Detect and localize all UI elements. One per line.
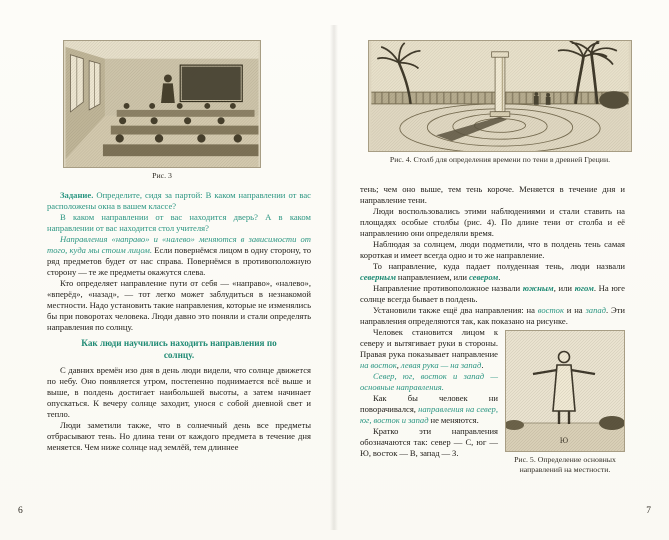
classroom-engraving [64, 41, 260, 167]
figure3-classroom-illustration [63, 40, 261, 168]
south-e: . На юге солнце всегда бывает в полдень. [360, 283, 625, 304]
task-label: Задание. [60, 190, 94, 200]
paragraph-north [360, 261, 625, 283]
figure4-caption: Рис. 4. Столб для определения времени по тени в древней Греции. [389, 155, 611, 164]
eastwest-a: Установили также ещё два направления: на [373, 305, 538, 315]
paragraph-directions [47, 234, 311, 278]
east-term: восток [537, 305, 564, 315]
task-paragraph-1 [47, 190, 311, 212]
south-a: Направление противоположное назвали [373, 283, 523, 293]
figure3-caption: Рис. 3 [152, 171, 172, 180]
figure5-person-directions [505, 330, 625, 474]
figure5-person-illustration [505, 330, 625, 452]
north-term-2: севером [468, 272, 499, 282]
north-e: . [498, 272, 501, 282]
south-term: южным [522, 283, 554, 293]
figure4-greek-column [368, 40, 632, 165]
facing-e: . [481, 360, 484, 370]
unchanged-c: не меняются. [428, 415, 479, 425]
paragraph-getting-lost: Кто определяет направление пути от себя — «направо», «налево», «вперёд», «назад», — тот легко может заблудиться в незнакомой местности. Надо установить такие направления, которые не изменялись бы при поворотах человека. Люди давно это поняли и стали определять направления по солнцу. [47, 278, 311, 332]
south-term-2: югом [574, 283, 594, 293]
right-page-text-column [360, 184, 625, 476]
paragraph-special-columns: Люди воспользовались этими наблюдениями и стали ставить на площадях особые столбы (рис. 4). По длине тени от столба и её направлению они определяли время. [360, 206, 625, 238]
page-number-left: 6 [18, 506, 23, 516]
paragraph-directions-lead: Направления «направо» и «налево» меняются в зависимости от того, куда мы стоим лицом. [47, 234, 311, 255]
north-term: северным [360, 272, 396, 282]
figure4-column-illustration [368, 40, 632, 152]
paragraph-directions-rest: Если повернёмся лицом в одну сторону, то ряд предметов будет от нас справа. Повернёмся в противоположную сторону — те же предметы окажутся слева. [47, 245, 311, 277]
south-c: , или [553, 283, 575, 293]
paragraph-noon-shadow: Наблюдая за солнцем, люди подметили, что в полдень тень самая короткая и имеет всегда одно и то же направление. [360, 239, 625, 260]
west-term: запад [585, 305, 607, 315]
facing-west: левая рука — на запад [400, 360, 482, 370]
paragraph-main-directions: Север, юг, восток и запад — основные направления. [360, 371, 498, 392]
paragraph-shadow-length: тень; чем оно выше, тем тень короче. Меняется в течение дня и направление тени. [360, 184, 625, 205]
task-paragraph-2: В каком направлении от вас находится дверь? А в каком направлении от вас находится стол учителя? [47, 212, 311, 233]
paragraph-abbreviations: Кратко эти направления обозначаются так: север — С, юг — Ю, восток — В, запад — З. [360, 426, 498, 458]
sundial-column-engraving [369, 41, 631, 151]
facing-c: , [396, 360, 401, 370]
paragraph-south [360, 283, 625, 305]
figure5-caption: Рис. 5. Определение основных направлений на местности. [514, 455, 616, 474]
eastwest-c: и на [563, 305, 586, 315]
paragraph-sun-movement: С давних времён изо дня в день люди видели, что солнце движется по небу. Оно появляется утром, постепенно поднимается всё выше и выше, в полдень достигает наибольшей высоты, а затем начинает опускаться. К вечеру солнце заходит, унося с собой дневной свет и тепло. [47, 365, 311, 419]
unchanged-terms: направления на север, юг, восток и запад [360, 404, 498, 425]
paragraph-east-west [360, 305, 625, 327]
page-number-right: 7 [646, 506, 651, 516]
eastwest-e: . Эти направления определяются так, как показано на рисунке. [360, 305, 626, 326]
north-c: направлением, или [395, 272, 469, 282]
unchanged-a: Как бы человек ни поворачивался, [360, 393, 498, 414]
north-a: То направление, куда падает полуденная тень, люди назвали [373, 261, 625, 271]
facing-east: на восток [360, 360, 397, 370]
left-page-text-column [47, 190, 311, 453]
facing-a: Человек становится лицом к северу и вытягивает руки в стороны. Правая рука показывает направление [360, 327, 498, 359]
page-gutter-shadow [330, 25, 338, 530]
paragraph-shadows: Люди заметили также, что в солнечный день все предметы отбрасывают тень. Но длина тени от каждого предмета в течение дня меняется. Чем ниже солнце над землёй, тем длиннее [47, 420, 311, 452]
section-heading: Как люди научились находить направления по солнцу. [81, 338, 277, 360]
person-arms-out-engraving [506, 331, 624, 451]
figure3-classroom [63, 40, 261, 181]
task-line-1: Определите, сидя за партой: В каком направлении от вас расположены окна в вашем классе? [47, 190, 311, 211]
